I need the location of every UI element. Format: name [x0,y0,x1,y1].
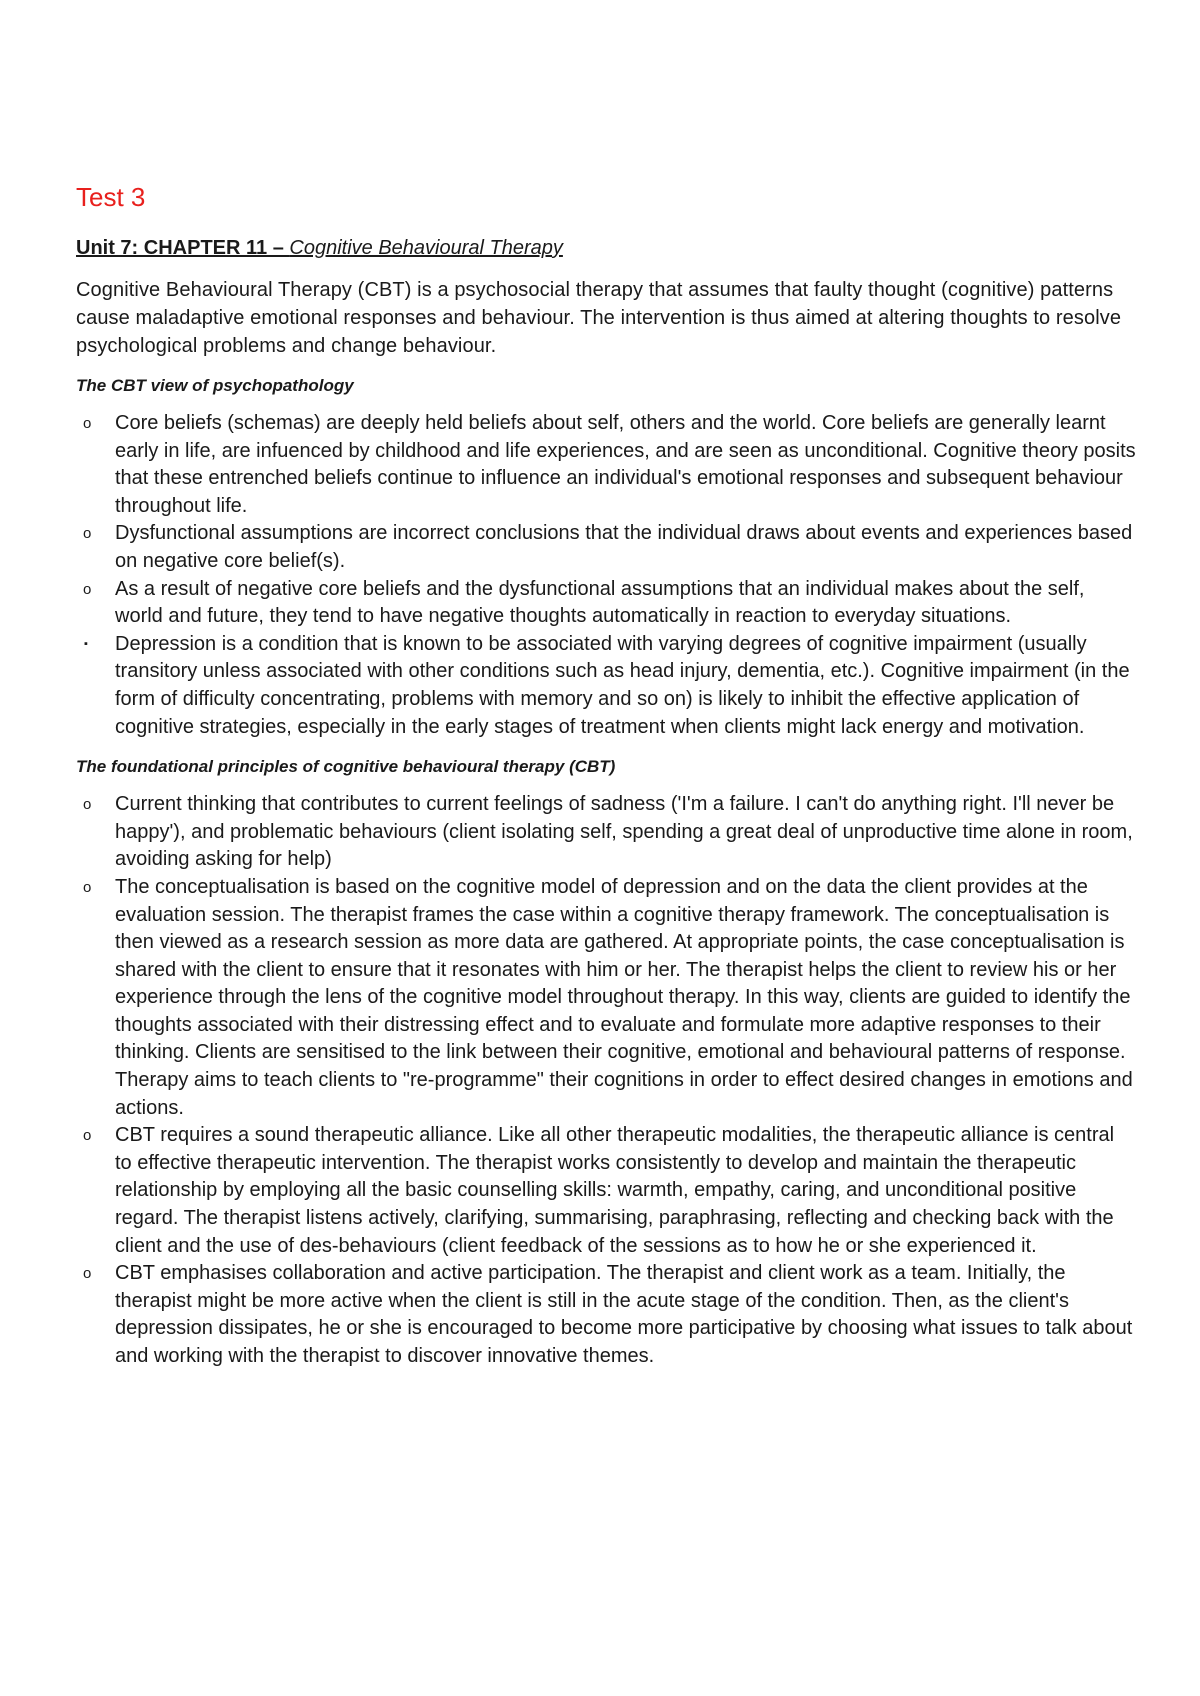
list-item-text: Current thinking that contributes to current feelings of sadness ('I'm a failure. I can't do anything right. I'll never be happy'), and problematic behaviours (client isolating self, spending a great deal of unproductive time alone in room, avoiding asking for help) [115,793,1133,871]
list-item-text: Depression is a condition that is known to be associated with varying degrees of cognitive impairment (usually transitory unless associated with other conditions such as head injury, dementia, etc.). Cognitive impairment (in the form of difficulty concentrating, problems with memory and so on) is likely to inhibit the effective application of cognitive strategies, especially in the early stages of treatment when clients might lack energy and motivation. [115,632,1130,738]
circle-bullet-icon: o [83,415,92,432]
circle-bullet-icon: o [83,525,92,543]
unit-heading [76,234,1136,262]
list-item-text: CBT requires a sound therapeutic alliance. Like all other therapeutic modalities, the therapeutic alliance is central to effective therapeutic intervention. The therapist works consistently to develop and maintain the therapeutic relationship by employing all the basic counselling skills: warmth, empathy, caring, and unconditional positive regard. The therapist listens actively, clarifying, summarising, paraphrasing, reflecting and checking back with the client and the use of des-behaviours (client feedback of the sessions as to how he or she experienced it. [115,1124,1115,1257]
list-item-text: The conceptualisation is based on the cognitive model of depression and on the data the client provides at the evaluation session. The therapist frames the case within a cognitive therapy framework. The conceptualisation is then viewed as a research session as more data are gathered. At appropriate points, the case conceptualisation is shared with the client to ensure that it resonates with him or her. The therapist helps the client to review his or her experience through the lens of the cognitive model throughout therapy. In this way, clients are guided to identify the thoughts associated with their distressing effect and to evaluate and formulate more adaptive responses to their thinking. Clients are sensitised to the link between their cognitive, emotional and behavioural patterns of response. Therapy aims to teach clients to "re-programme" their cognitions in order to effect desired changes in emotions and actions. [115,875,1133,1119]
list-item [76,631,1136,741]
chapter-subtitle: Cognitive Behavioural Therapy [289,237,563,259]
principles-list [76,791,1136,1370]
list-item [76,410,1136,520]
section-heading-psychopathology: The CBT view of psychopathology [76,376,354,395]
list-item [76,791,1136,874]
list-item-text: As a result of negative core beliefs and the dysfunctional assumptions that an individual makes about the self, world and future, they tend to have negative thoughts automatically in reaction to everyday situations. [115,577,1085,628]
intro-paragraph: Cognitive Behavioural Therapy (CBT) is a psychosocial therapy that assumes that faulty thought (cognitive) patterns cause maladaptive emotional responses and behaviour. The intervention is thus aimed at altering thoughts to resolve psychological problems and change behaviour. [76,279,1122,357]
circle-bullet-icon: o [83,1265,92,1283]
circle-bullet-icon: o [83,580,92,598]
circle-bullet-icon: o [83,796,92,814]
section-heading-principles: The foundational principles of cognitive behavioural therapy (CBT) [76,757,616,777]
list-item [76,576,1136,631]
list-item-text: CBT emphasises collaboration and active participation. The therapist and client work as a team. Initially, the therapist might be more active when the client is still in the acute stage of the condition. Then, as the client's depression dissipates, he or she is encouraged to become more participative by choosing what issues to talk about and working with the therapist to discover innovative themes. [115,1262,1133,1367]
list-item [76,1260,1136,1370]
square-bullet-icon: ▪ [84,637,88,650]
list-item [76,874,1136,1122]
list-item-text: Core beliefs (schemas) are deeply held beliefs about self, others and the world. Core beliefs are generally learnt early in life, are infuenced by childhood and life experiences, and are seen as unconditional. Cognitive theory posits that these entrenched beliefs continue to influence an individual's emotional responses and subsequent behaviour throughout life. [115,412,1136,517]
document-page [76,180,1136,1385]
list-item [76,1122,1136,1260]
list-item-text: Dysfunctional assumptions are incorrect conclusions that the individual draws about events and experiences based on negative core belief(s). [115,522,1133,572]
list-item [76,520,1136,575]
circle-bullet-icon: o [83,878,92,896]
circle-bullet-icon: o [83,1127,92,1145]
document-title: Test 3 [76,182,146,212]
unit-heading-label: Unit 7: CHAPTER 11 – [76,237,290,259]
psychopathology-list [76,410,1136,741]
